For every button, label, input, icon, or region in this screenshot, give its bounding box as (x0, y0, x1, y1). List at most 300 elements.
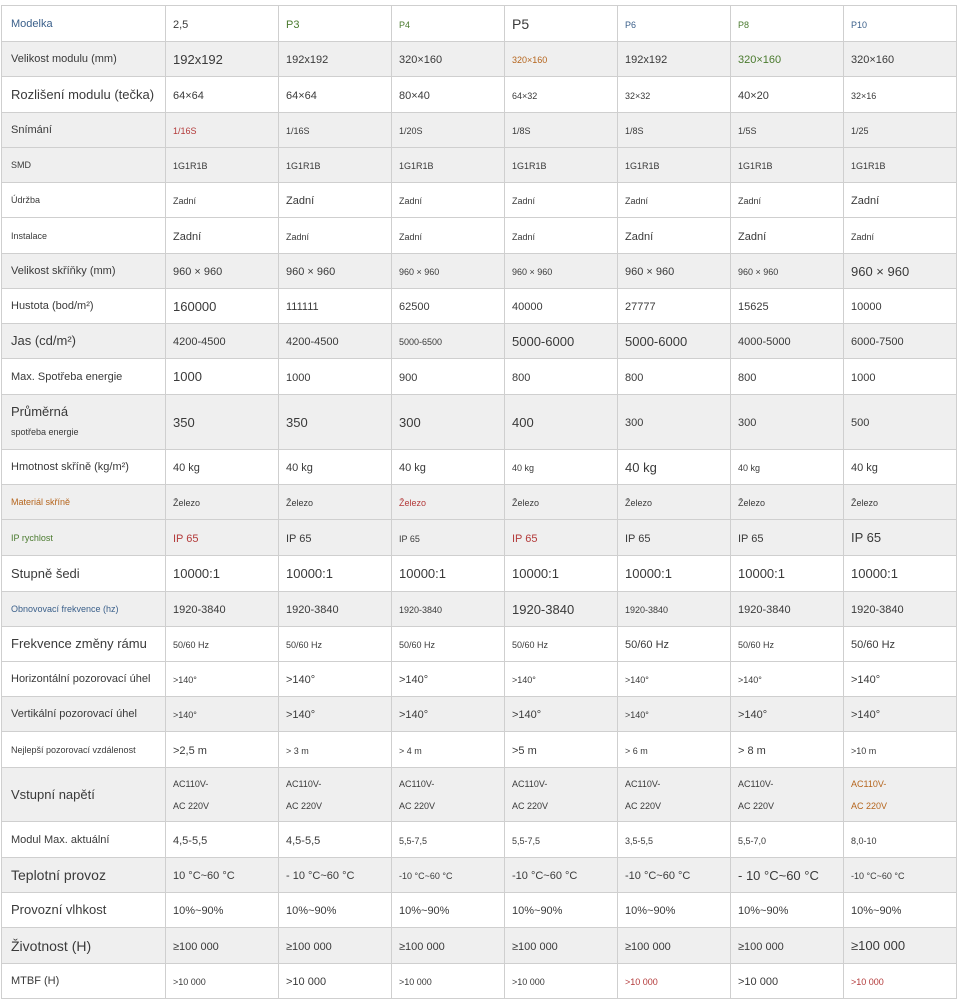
value: 15625 (738, 301, 769, 313)
value: 1920-3840 (625, 605, 669, 615)
value: >140° (738, 709, 768, 721)
row-label-cell (2, 183, 166, 218)
value: >140° (738, 675, 762, 685)
value: Železo (512, 498, 540, 508)
table-row (2, 627, 957, 662)
value-cell (392, 218, 505, 254)
value-cell (731, 858, 844, 893)
row-label: Nejlepší pozorovací vzdálenost (11, 744, 136, 755)
value: ≥100 000 (851, 938, 906, 953)
value-cell (618, 359, 731, 395)
row-label-cell (2, 77, 166, 113)
value-cell (392, 662, 505, 697)
value-cell (505, 627, 618, 662)
row-label-cell (2, 148, 166, 183)
row-label: Provozní vlhkost (11, 902, 107, 917)
value-cell (166, 324, 279, 359)
row-label: Horizontální pozorovací úhel (11, 673, 151, 685)
value: 320×160 (738, 54, 782, 66)
value-cell (731, 113, 844, 148)
value: 32×32 (625, 90, 651, 101)
value: 4,5-5,5 (286, 834, 321, 847)
value: 111111 (286, 301, 319, 313)
value: 960 × 960 (625, 266, 675, 278)
value-cell (392, 627, 505, 662)
value: 5,5-7,5 (512, 835, 541, 846)
value-cell (731, 148, 844, 183)
value: >10 000 (173, 977, 206, 987)
value-cell (166, 218, 279, 254)
row-label: Frekvence změny rámu (11, 636, 147, 651)
value-cell (505, 697, 618, 732)
value: 10%~90% (625, 905, 676, 917)
value-cell (392, 42, 505, 77)
table-row (2, 77, 957, 113)
value-cell (844, 768, 957, 822)
value-cell (505, 42, 618, 77)
value-line: AC110V- (625, 778, 661, 789)
row-label-cell (2, 697, 166, 732)
value-cell (505, 858, 618, 893)
value: >140° (173, 710, 197, 720)
value-cell (279, 928, 392, 964)
value-cell (279, 556, 392, 592)
value: 5000-6000 (512, 333, 575, 349)
value: 400 (512, 414, 534, 430)
value-cell (166, 520, 279, 556)
table-row (2, 485, 957, 520)
value: 192x192 (286, 54, 329, 66)
value-cell (505, 148, 618, 183)
value-cell (618, 768, 731, 822)
value: 50/60 Hz (512, 640, 549, 650)
value: Zadní (286, 231, 310, 242)
value-cell (844, 77, 957, 113)
value: Zadní (738, 230, 767, 243)
value-cell (392, 450, 505, 485)
value: 1/20S (399, 126, 423, 136)
value-cell (505, 450, 618, 485)
value: 8,0-10 (851, 835, 877, 846)
value-cell (618, 485, 731, 520)
model-name: P4 (399, 19, 411, 30)
value-cell (505, 964, 618, 999)
value: IP 65 (173, 532, 199, 545)
value-cell (844, 113, 957, 148)
value: >10 000 (399, 977, 432, 987)
table-row (2, 148, 957, 183)
row-label-cell (2, 768, 166, 822)
value: 32×16 (851, 90, 877, 101)
value: >140° (512, 709, 542, 721)
table-row (2, 359, 957, 395)
table-row (2, 858, 957, 893)
value: > 6 m (625, 745, 648, 756)
value: 1/25 (851, 126, 869, 136)
value: 40×20 (738, 89, 769, 102)
value: Železo (738, 498, 766, 508)
value: >10 000 (625, 977, 658, 987)
row-label: MTBF (H) (11, 975, 60, 987)
value: 50/60 Hz (173, 640, 210, 650)
value: 10000:1 (286, 566, 333, 581)
value-cell (618, 42, 731, 77)
value: ≥100 000 (625, 940, 671, 953)
value-cell (731, 822, 844, 858)
row-label: Materiál skříně (11, 497, 71, 507)
value-cell (844, 520, 957, 556)
value-cell (279, 732, 392, 768)
value: - 10 °C~60 °C (738, 867, 819, 883)
value: ≥100 000 (399, 940, 445, 953)
row-label-cell (2, 289, 166, 324)
value-cell (279, 697, 392, 732)
value-cell (392, 697, 505, 732)
value-line: AC110V- (851, 778, 887, 789)
value-cell (844, 395, 957, 450)
value-line: AC110V- (512, 778, 548, 789)
value: >140° (286, 709, 316, 721)
value-cell (731, 662, 844, 697)
value-cell (279, 395, 392, 450)
row-label: Velikost skříňky (mm) (11, 265, 116, 277)
value-cell (505, 359, 618, 395)
row-label: Max. Spotřeba energie (11, 370, 123, 383)
row-label-secondary: spotřeba energie (11, 427, 79, 437)
row-label: IP rychlost (11, 532, 53, 543)
row-label-cell (2, 662, 166, 697)
value: 960 × 960 (738, 267, 779, 277)
value-cell (618, 183, 731, 218)
value-cell (279, 893, 392, 928)
value-cell (279, 450, 392, 485)
value: 1/5S (738, 126, 757, 136)
value-cell (844, 592, 957, 627)
value-cell (731, 254, 844, 289)
value-cell (166, 627, 279, 662)
value-cell (844, 928, 957, 964)
value-line: AC 220V (738, 800, 775, 811)
value: 10%~90% (399, 905, 450, 917)
row-label: Stupně šedi (11, 565, 80, 581)
row-label: Velikost modulu (mm) (11, 53, 117, 65)
value-cell (844, 858, 957, 893)
value: 1G1R1B (625, 161, 660, 171)
value: 500 (851, 417, 870, 429)
value-cell (279, 768, 392, 822)
value-cell (618, 662, 731, 697)
value: 64×64 (286, 89, 317, 102)
value: >140° (625, 675, 649, 685)
value: 1/16S (173, 126, 197, 136)
value-cell (731, 732, 844, 768)
value-cell (392, 485, 505, 520)
value: 900 (399, 371, 418, 384)
value: 1000 (286, 371, 311, 384)
value-cell (618, 627, 731, 662)
value: IP 65 (625, 532, 651, 545)
value: 64×32 (512, 90, 538, 101)
model-header-cell (731, 6, 844, 42)
value-line: AC 220V (173, 800, 210, 811)
value-cell (731, 928, 844, 964)
model-name: P5 (512, 15, 530, 32)
value-cell (505, 520, 618, 556)
value-cell (505, 592, 618, 627)
value-cell (279, 324, 392, 359)
value-cell (166, 822, 279, 858)
value-cell (279, 627, 392, 662)
value: 1/16S (286, 126, 310, 136)
value: 10000:1 (625, 566, 672, 581)
value-cell (844, 148, 957, 183)
value-cell (392, 359, 505, 395)
value: Zadní (173, 196, 197, 206)
value-cell (505, 77, 618, 113)
row-label-cell (2, 592, 166, 627)
value: 40 kg (625, 459, 657, 475)
value-cell (166, 662, 279, 697)
value: 1920-3840 (851, 604, 904, 616)
value-cell (279, 183, 392, 218)
value-cell (505, 485, 618, 520)
value-cell (731, 395, 844, 450)
row-label: Rozlišení modulu (tečka) (11, 86, 155, 102)
value: 350 (173, 414, 195, 430)
value-cell (844, 183, 957, 218)
value-cell (279, 42, 392, 77)
value: IP 65 (851, 530, 882, 545)
value-line: AC110V- (738, 778, 774, 789)
value-cell (618, 77, 731, 113)
row-label: Vstupní napětí (11, 786, 95, 802)
value: 1920-3840 (399, 605, 443, 615)
value: ≥100 000 (738, 940, 784, 953)
value-cell (279, 964, 392, 999)
value-cell (844, 556, 957, 592)
model-name: P3 (286, 18, 300, 31)
value: 10%~90% (173, 905, 224, 917)
value: 160000 (173, 298, 217, 314)
value: 1G1R1B (399, 161, 434, 171)
value-line: AC 220V (625, 800, 662, 811)
value: >140° (286, 674, 316, 686)
value-cell (166, 592, 279, 627)
value: Železo (399, 498, 427, 508)
table-row (2, 218, 957, 254)
value-cell (618, 254, 731, 289)
value: 40 kg (399, 462, 426, 474)
value-cell (392, 858, 505, 893)
value-cell (279, 662, 392, 697)
value-cell (731, 768, 844, 822)
value: 40 kg (851, 462, 878, 474)
value: 10 °C~60 °C (173, 870, 235, 882)
value-cell (392, 732, 505, 768)
row-label-cell (2, 964, 166, 999)
row-label-cell (2, 42, 166, 77)
row-label-cell (2, 395, 166, 450)
value: Zadní (851, 195, 880, 207)
value-cell (166, 113, 279, 148)
value: Železo (625, 498, 653, 508)
value-line: AC 220V (512, 800, 549, 811)
value: 10%~90% (286, 905, 337, 917)
value-cell (505, 556, 618, 592)
value: Zadní (851, 231, 875, 242)
value-cell (392, 77, 505, 113)
value: 50/60 Hz (738, 640, 775, 650)
value: >140° (851, 674, 881, 686)
row-label: Životnost (H) (11, 937, 92, 954)
row-label: Hustota (bod/m²) (11, 300, 94, 312)
value: 4,5-5,5 (173, 834, 208, 847)
value: 10000:1 (738, 566, 785, 581)
value: 10000 (851, 301, 882, 313)
value-cell (731, 324, 844, 359)
value-cell (844, 218, 957, 254)
value-line: AC110V- (399, 778, 435, 789)
value-cell (618, 822, 731, 858)
value: 4200-4500 (173, 336, 226, 348)
row-label-cell (2, 520, 166, 556)
row-label-cell (2, 893, 166, 928)
value: > 3 m (286, 745, 309, 756)
value: -10 °C~60 °C (512, 870, 578, 882)
value-cell (731, 359, 844, 395)
value-cell (505, 324, 618, 359)
value-cell (279, 218, 392, 254)
value-cell (731, 697, 844, 732)
value-cell (279, 822, 392, 858)
value: 5,5-7,5 (399, 835, 428, 846)
value: >140° (851, 709, 881, 721)
value-cell (166, 254, 279, 289)
value: ≥100 000 (512, 940, 558, 953)
value-cell (505, 768, 618, 822)
value-cell (279, 77, 392, 113)
value-cell (279, 485, 392, 520)
value-cell (731, 627, 844, 662)
value: 1G1R1B (286, 161, 321, 171)
value-cell (618, 324, 731, 359)
row-label-cell (2, 113, 166, 148)
value-cell (505, 395, 618, 450)
value-cell (618, 592, 731, 627)
value: 4000-5000 (738, 336, 791, 348)
value-cell (505, 289, 618, 324)
value-cell (166, 183, 279, 218)
value: 1920-3840 (512, 601, 575, 617)
value: 320×160 (851, 54, 895, 66)
table-row (2, 324, 957, 359)
table-row (2, 450, 957, 485)
value-cell (731, 77, 844, 113)
value: 64×64 (173, 89, 204, 102)
model-header-cell (618, 6, 731, 42)
row-label: Snímání (11, 124, 52, 136)
value: >5 m (512, 744, 537, 757)
value: 960 × 960 (399, 267, 440, 277)
value: Železo (286, 498, 314, 508)
value: >140° (512, 675, 536, 685)
spec-table (1, 5, 957, 999)
row-label-cell (2, 218, 166, 254)
value-cell (392, 928, 505, 964)
value-line: AC110V- (286, 778, 322, 789)
value: 4200-4500 (286, 336, 339, 348)
table-row (2, 183, 957, 218)
header-row (2, 6, 957, 42)
value: 960 × 960 (851, 263, 910, 279)
value: 192x192 (173, 51, 223, 67)
value: 50/60 Hz (625, 639, 670, 651)
model-header-cell (279, 6, 392, 42)
value-cell (618, 218, 731, 254)
value-cell (505, 254, 618, 289)
table-row (2, 928, 957, 964)
table-row (2, 592, 957, 627)
value: Zadní (286, 195, 315, 207)
value: 80×40 (399, 89, 430, 102)
value: -10 °C~60 °C (851, 871, 905, 881)
value: 350 (286, 414, 308, 430)
value-cell (731, 964, 844, 999)
model-header-cell (392, 6, 505, 42)
value: 800 (512, 371, 531, 384)
value-line: AC 220V (286, 800, 323, 811)
value: Zadní (625, 230, 654, 243)
value-cell (392, 113, 505, 148)
table-row (2, 822, 957, 858)
value-cell (505, 822, 618, 858)
value-cell (505, 928, 618, 964)
row-label: Modelka (11, 17, 53, 30)
value: >140° (173, 675, 197, 685)
model-header-cell (844, 6, 957, 42)
value: 960 × 960 (512, 267, 553, 277)
row-label: Údržba (11, 195, 41, 205)
row-label-cell (2, 254, 166, 289)
value: 192x192 (625, 54, 668, 66)
value-cell (844, 42, 957, 77)
value: >2,5 m (173, 744, 207, 757)
value: - 10 °C~60 °C (286, 870, 355, 882)
value-cell (731, 893, 844, 928)
value: 1G1R1B (851, 161, 886, 171)
row-label-cell (2, 556, 166, 592)
value-cell (166, 359, 279, 395)
value-cell (166, 697, 279, 732)
value-cell (166, 450, 279, 485)
value-cell (392, 822, 505, 858)
value: >10 000 (512, 977, 545, 987)
value: 800 (738, 371, 757, 384)
value: -10 °C~60 °C (625, 870, 691, 882)
value-cell (618, 893, 731, 928)
value: 1000 (173, 369, 202, 384)
value: 1/8S (512, 126, 531, 136)
value: 5000-6500 (399, 337, 443, 347)
value: 1G1R1B (512, 161, 547, 171)
value: 62500 (399, 301, 430, 313)
value: 800 (625, 371, 644, 384)
table-row (2, 42, 957, 77)
value: 10000:1 (851, 566, 898, 581)
value-cell (166, 858, 279, 893)
value-cell (844, 254, 957, 289)
value-cell (731, 289, 844, 324)
